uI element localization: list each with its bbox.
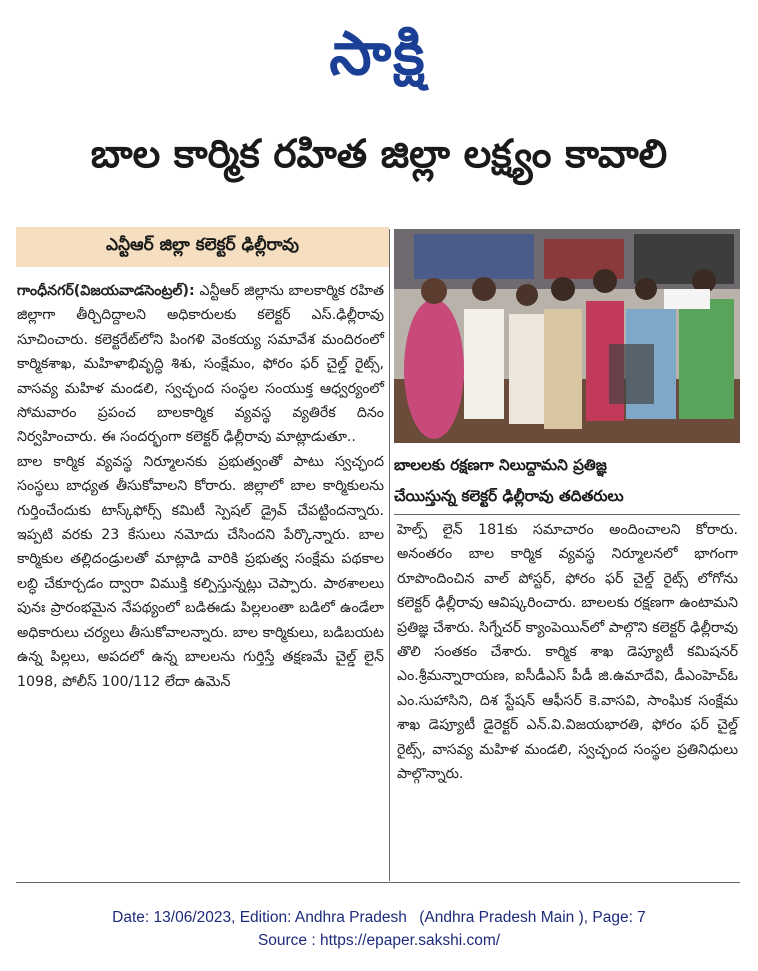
article-paragraph xyxy=(17,279,384,450)
article-left-column xyxy=(17,279,384,694)
subheadline: ఎన్టీఆర్‌ జిల్లా కలెక్టర్‌ ఢిల్లీరావు xyxy=(106,235,299,255)
photo-illustration xyxy=(394,229,740,443)
article-paragraph-text: ఎన్టీఆర్‌ జిల్లాను బాలకార్మిక రహిత జిల్లాగా తీర్చిదిద్దాలని అధికారులకు కలెక్టర్‌ ఎస్‌.ఢిల్లీరావు సూచించారు. కలెక్టరేట్‌లోని పింగళి వెంకయ్య సమావేశ మందిరంలో కార్మికశాఖ, మహిళాభివృద్ధి శిశు, సంక్షేమం, ఫోరం ఫర్‌ చైల్డ్‌ రైట్స్‌, వాసవ్య మహిళ మండలి, స్వచ్ఛంద సంస్థల సంయుక్త ఆధ్వర్యంలో సోమవారం ప్రపంచ బాలకార్మిక వ్యవస్థ వ్యతిరేక దినం నిర్వహించారు. ఈ సందర్భంగా కలెక్టర్‌ ఢిల్లీరావు మాట్లాడుతూ.. xyxy=(17,283,385,446)
article-paragraph: బాల కార్మిక వ్యవస్థ నిర్మూలనకు ప్రభుత్వంతో పాటు స్వచ్ఛంద సంస్థలు బాధ్యత తీసుకోవాలని కోరారు. జిల్లాలో బాల కార్మికులను గుర్తించేందుకు టాస్క్‌ఫోర్స్‌ కమిటీ స్పెషల్‌ డ్రైవ్‌ చేపట్టిందన్నారు. ఇప్పటి వరకు 23 కేసులు నమోదు చేసిందని పేర్కొన్నారు. బాల కార్మికుల తల్లిదండ్రులతో మాట్లాడి వారికి ప్రభుత్వ సంక్షేమ పథకాల లబ్ధి చేకూర్చడం ద్వారా విముక్తి కల్పిస్తున్నట్లు చెప్పారు. పాఠశాలలు పునః ప్రారంభమైన నేపథ్యంలో బడిఈడు పిల్లలంతా బడిలో ఉండేలా అధికారులు చర్యలు తీసుకోవాలన్నారు. బాల కార్మికులు, బడిబయట ఉన్న పిల్లలు, అపదలో ఉన్న బాలలను గుర్తిస్తే తక్షణమే చైల్డ్‌ లైన్‌ 1098, పోలీస్‌ 100/112 లేదా ఉమెన్‌ xyxy=(17,453,384,690)
masthead-logo xyxy=(283,10,473,98)
subheadline-box xyxy=(16,227,389,267)
footer-date: Date: 13/06/2023, Edition: Andhra Pradesh xyxy=(112,909,407,926)
footer-row xyxy=(0,906,758,929)
headline: బాల కార్మిక రహిత జిల్లా లక్ష్యం కావాలి xyxy=(90,132,668,177)
dateline: గాంధీనగర్‌(విజయవాడసెంట్రల్‌): xyxy=(17,283,195,299)
article-photo xyxy=(394,229,740,443)
footer xyxy=(0,906,758,952)
article-paragraph: హెల్ప్‌ లైన్‌ 181కు సమాచారం అందించాలని కోరారు. అనంతరం బాల కార్మిక వ్యవస్థ నిర్మూలనలో భాగంగా రూపొందించిన వాల్‌ పోస్టర్‌, ఫోరం ఫర్‌ చైల్డ్‌ రైట్స్‌ లోగోను కలెక్టర్‌ ఢిల్లీరావు ఆవిష్కరించారు. బాలలకు రక్షణగా ఉంటామని ప్రతిజ్ఞ చేశారు. సిగ్నేచర్‌ క్యాంపెయిన్‌లో పాల్గొని కలెక్టర్‌ ఢిల్లీరావు తొలి సంతకం చేశారు. కార్మిక శాఖ డెప్యూటీ కమిషనర్‌ ఎం.శ్రీమన్నారాయణ, ఐసీడీఎస్‌ పీడీ జి.ఉమాదేవి, డీఎంహెచ్‌ఓ ఎం.సుహాసిని, దిశ స్టేషన్‌ ఆఫీసర్‌ కె.వాసవి, సాంఘిక సంక్షేమ శాఖ డెప్యూటీ డైరెక్టర్‌ ఎన్‌.వి.విజయభారతి, ఫోరం ఫర్‌ చైల్డ్‌ రైట్స్‌, వాసవ్య మహిళ మండలి, స్వచ్ఛంద సంస్థల ప్రతినిధులు పాల్గొన్నారు. xyxy=(397,522,738,783)
caption-line-2: చేయిస్తున్న కలెక్టర్‌ ఢిల్లీరావు తదితరులు xyxy=(394,487,624,505)
caption-divider xyxy=(394,514,740,515)
caption-line-1: బాలలకు రక్షణగా నిలుద్దామని ప్రతిజ్ఞ xyxy=(394,456,607,474)
bottom-divider xyxy=(16,882,740,883)
footer-edition: (Andhra Pradesh Main ), Page: 7 xyxy=(419,909,646,926)
photo-caption xyxy=(394,450,740,512)
column-divider xyxy=(389,229,390,881)
footer-source: Source : https://epaper.sakshi.com/ xyxy=(257,932,501,949)
article-right-column xyxy=(397,518,738,786)
masthead-title: సాక్షి xyxy=(329,19,427,89)
